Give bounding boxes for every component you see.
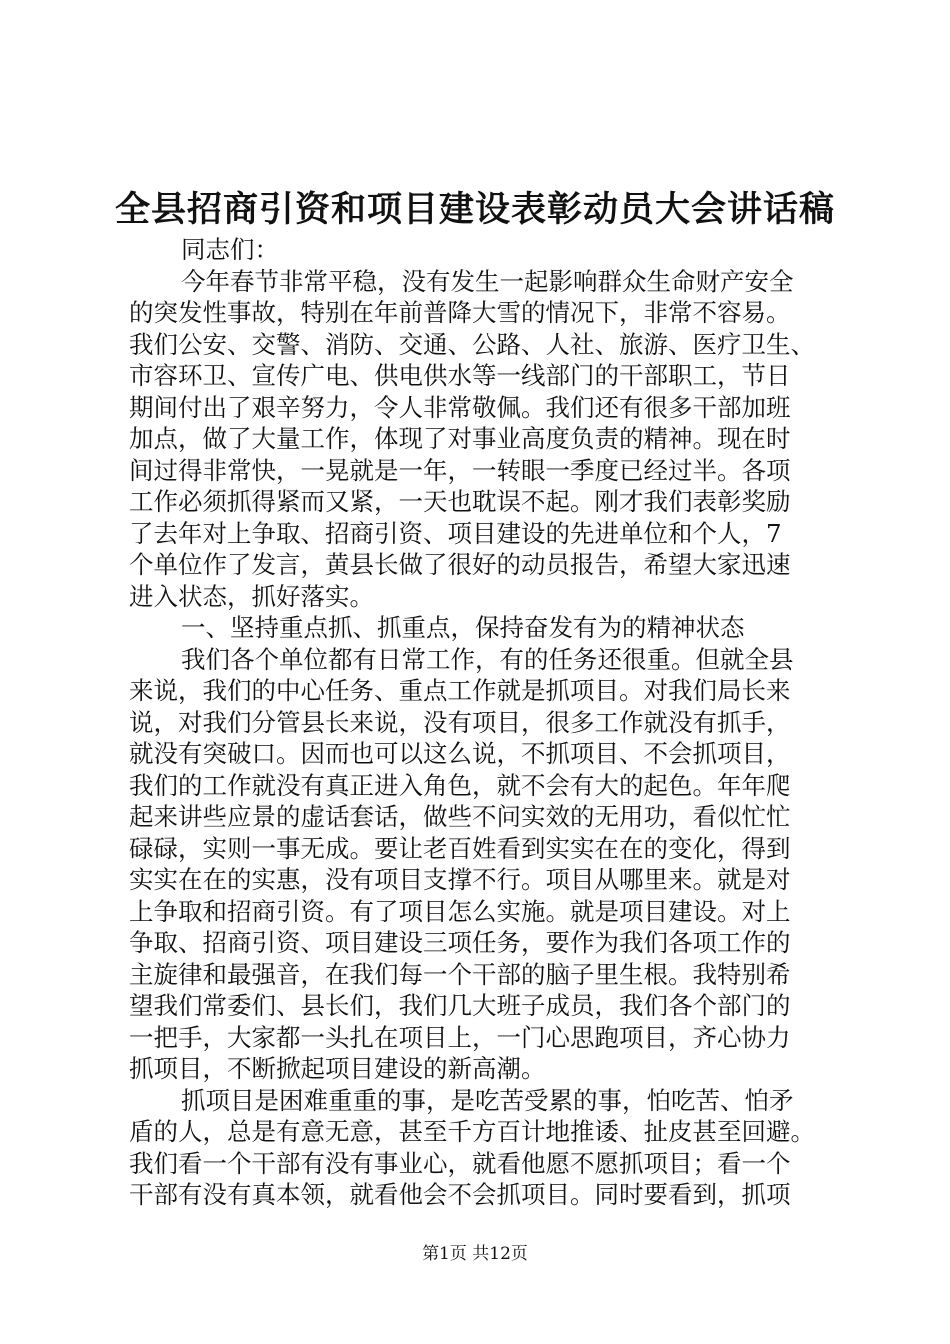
- paragraph-line: 个单位作了发言，黄县长做了很好的动员报告，希望大家迅速: [129, 550, 791, 579]
- paragraph-line: 市容环卫、宣传广电、供电供水等一线部门的干部职工，节日: [129, 361, 791, 390]
- page-number-footer: 第1页 共12页: [422, 1244, 528, 1264]
- paragraph-line: 工作必须抓得紧而又紧，一天也耽误不起。刚才我们表彰奖励: [129, 487, 791, 516]
- paragraph-line: 一把手，大家都一头扎在项目上，一门心思跑项目，齐心协力: [129, 1022, 791, 1052]
- paragraph-line: 来说，我们的中心任务、重点工作就是抓项目。对我们局长来: [129, 676, 791, 705]
- paragraph-line: 了去年对上争取、招商引资、项目建设的先进单位和个人，7: [129, 518, 782, 548]
- paragraph-line: 期间付出了艰辛努力，令人非常敬佩。我们还有很多干部加班: [129, 392, 791, 422]
- paragraph-line: 干部有没有真本领，就看他会不会抓项目。同时要看到，抓项: [129, 1180, 791, 1209]
- paragraph-line: 就没有突破口。因而也可以这么说，不抓项目、不会抓项目，: [129, 739, 791, 768]
- paragraph-line: 主旋律和最强音，在我们每一个干部的脑子里生根。我特别希: [129, 959, 791, 989]
- paragraph-line: 加点，做了大量工作，体现了对事业高度负责的精神。现在时: [129, 424, 791, 453]
- paragraph-line: 今年春节非常平稳，没有发生一起影响群众生命财产安全: [181, 266, 794, 296]
- paragraph-line: 碌碌，实则一事无成。要让老百姓看到实实在在的变化，得到: [129, 833, 791, 863]
- paragraph-line: 我们公安、交警、消防、交通、公路、人社、旅游、医疗卫生、: [129, 329, 815, 359]
- paragraph-line: 上争取和招商引资。有了项目怎么实施。就是项目建设。对上: [129, 896, 791, 926]
- paragraph-line: 说，对我们分管县长来说，没有项目，很多工作就没有抓手，: [129, 707, 791, 737]
- salutation: 同志们：: [181, 235, 279, 264]
- document-title: 全县招商引资和项目建设表彰动员大会讲话稿: [114, 189, 835, 230]
- paragraph-line: 我们的工作就没有真正进入角色，就不会有大的起色。年年爬: [129, 770, 791, 800]
- paragraph-line: 进入状态，抓好落实。: [129, 581, 374, 611]
- paragraph-line: 争取、招商引资、项目建设三项任务，要作为我们各项工作的: [129, 928, 791, 957]
- document-body: [129, 234, 831, 1211]
- paragraph-line: 起来讲些应景的虚话套话，做些不问实效的无用功，看似忙忙: [129, 802, 791, 831]
- paragraph-line: 的突发性事故，特别在年前普降大雪的情况下，非常不容易。: [129, 298, 791, 327]
- paragraph-line: 我们各个单位都有日常工作，有的任务还很重。但就全县: [181, 644, 794, 674]
- section-heading: 一、坚持重点抓、抓重点，保持奋发有为的精神状态: [181, 613, 745, 642]
- paragraph-line: 望我们常委们、县长们，我们几大班子成员，我们各个部门的: [129, 991, 791, 1020]
- paragraph-line: 间过得非常快，一晃就是一年，一转眼一季度已经过半。各项: [129, 455, 791, 485]
- paragraph-line: 抓项目，不断掀起项目建设的新高潮。: [129, 1054, 546, 1083]
- paragraph-line: 抓项目是困难重重的事，是吃苦受累的事，怕吃苦、怕矛: [181, 1085, 794, 1115]
- paragraph-line: 盾的人，总是有意无意，甚至千方百计地推诿、扯皮甚至回避。: [129, 1117, 815, 1146]
- paragraph-line: 实实在在的实惠，没有项目支撑不行。项目从哪里来。就是对: [129, 865, 791, 894]
- paragraph-line: 我们看一个干部有没有事业心，就看他愿不愿抓项目；看一个: [129, 1148, 791, 1178]
